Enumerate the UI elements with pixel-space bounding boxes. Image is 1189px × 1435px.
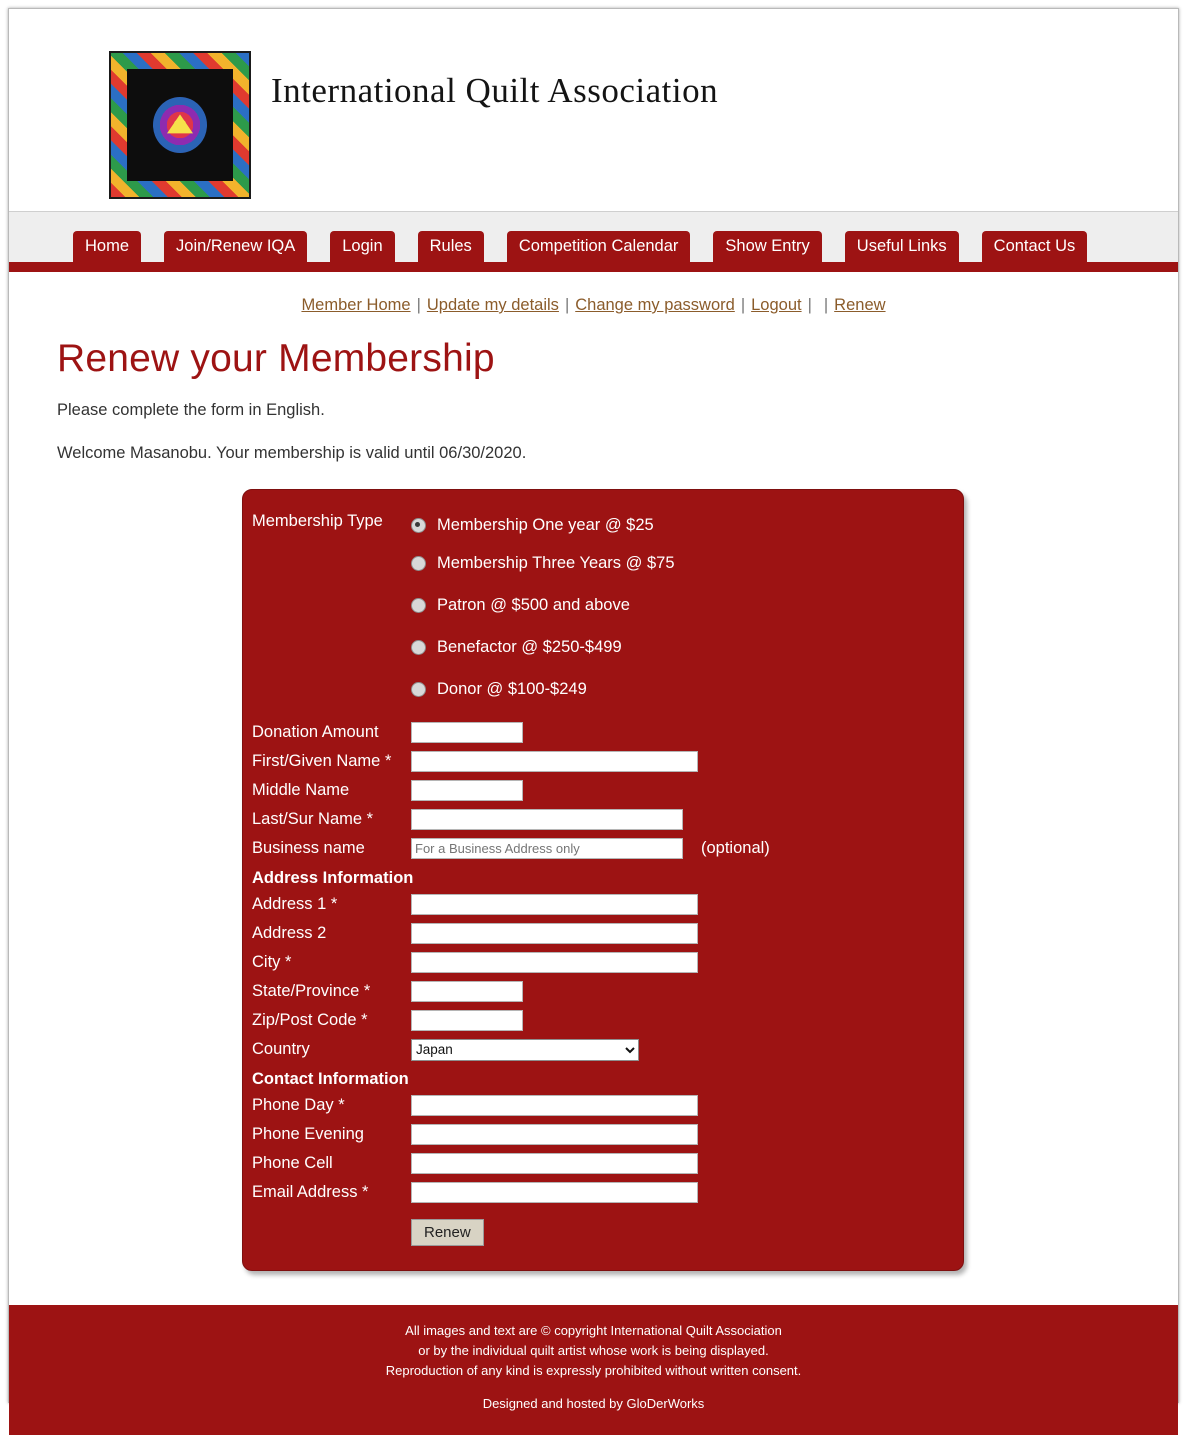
address-section-heading: Address Information bbox=[252, 869, 414, 887]
email-row bbox=[243, 1178, 963, 1207]
donation-amount-row bbox=[243, 718, 963, 747]
member-link-change-password[interactable]: Change my password bbox=[575, 296, 735, 314]
site-header bbox=[9, 9, 1178, 211]
zip-row bbox=[243, 1006, 963, 1035]
footer-copyright-line-3: Reproduction of any kind is expressly prohibited without written consent. bbox=[385, 1363, 802, 1379]
business-name-label: Business name bbox=[252, 839, 365, 857]
intro-text-2: Welcome Masanobu. Your membership is valid until 06/30/2020. bbox=[57, 444, 527, 462]
radio-icon-patron[interactable] bbox=[411, 598, 426, 613]
phone-day-label: Phone Day * bbox=[252, 1096, 345, 1114]
phone-cell-row bbox=[243, 1149, 963, 1178]
city-input[interactable] bbox=[411, 952, 698, 973]
address1-label: Address 1 * bbox=[252, 895, 338, 913]
nav-item-contact-us[interactable]: Contact Us bbox=[982, 231, 1088, 262]
first-name-row bbox=[243, 747, 963, 776]
donation-amount-input[interactable] bbox=[411, 722, 523, 743]
contact-section-heading: Contact Information bbox=[252, 1070, 409, 1088]
logo-circle bbox=[153, 97, 207, 153]
phone-evening-row bbox=[243, 1120, 963, 1149]
membership-option-label: Membership Three Years @ $75 bbox=[437, 553, 675, 572]
radio-icon-three-years[interactable] bbox=[411, 556, 426, 571]
address2-input[interactable] bbox=[411, 923, 698, 944]
member-link-separator-1: | bbox=[416, 296, 421, 314]
country-row bbox=[243, 1035, 963, 1064]
membership-option-label: Patron @ $500 and above bbox=[437, 595, 630, 614]
business-name-optional-note: (optional) bbox=[701, 839, 770, 857]
business-name-row bbox=[243, 834, 963, 863]
state-row bbox=[243, 977, 963, 1006]
main-navigation bbox=[9, 211, 1178, 262]
member-link-separator-4: | bbox=[807, 296, 812, 314]
main-content bbox=[9, 337, 1178, 1271]
zip-label: Zip/Post Code * bbox=[252, 1011, 368, 1029]
nav-item-competition-calendar[interactable]: Competition Calendar bbox=[507, 231, 691, 262]
renew-membership-form bbox=[242, 489, 964, 1271]
browser-page bbox=[8, 8, 1179, 1412]
footer-credit: Designed and hosted by GloDerWorks bbox=[482, 1396, 705, 1412]
last-name-row bbox=[243, 805, 963, 834]
member-links-bar bbox=[9, 296, 1178, 315]
first-name-input[interactable] bbox=[411, 751, 698, 772]
member-link-logout[interactable]: Logout bbox=[751, 296, 802, 314]
membership-option-benefactor[interactable] bbox=[243, 626, 963, 668]
zip-input[interactable] bbox=[411, 1010, 523, 1031]
business-name-input[interactable] bbox=[411, 838, 683, 859]
logo-star bbox=[167, 114, 193, 133]
state-label: State/Province * bbox=[252, 982, 371, 1000]
address1-input[interactable] bbox=[411, 894, 698, 915]
membership-option-three-years[interactable] bbox=[243, 542, 963, 584]
address1-row bbox=[243, 890, 963, 919]
membership-option-donor[interactable] bbox=[243, 668, 963, 710]
member-link-update-details[interactable]: Update my details bbox=[426, 296, 559, 314]
nav-item-useful-links[interactable]: Useful Links bbox=[845, 231, 959, 262]
country-label: Country bbox=[252, 1040, 310, 1058]
member-link-separator-3: | bbox=[740, 296, 746, 314]
phone-cell-input[interactable] bbox=[411, 1153, 698, 1174]
email-label: Email Address * bbox=[252, 1183, 369, 1201]
nav-underline bbox=[9, 262, 1178, 272]
phone-day-row bbox=[243, 1091, 963, 1120]
footer-copyright-line-2: or by the individual quilt artist whose work is being displayed. bbox=[418, 1343, 769, 1359]
nav-item-show-entry[interactable]: Show Entry bbox=[713, 231, 821, 262]
member-link-member-home[interactable]: Member Home bbox=[301, 296, 411, 314]
nav-item-login[interactable]: Login bbox=[330, 231, 394, 262]
first-name-label: First/Given Name * bbox=[252, 752, 392, 770]
state-input[interactable] bbox=[411, 981, 523, 1002]
member-link-renew[interactable]: Renew bbox=[834, 296, 886, 314]
membership-option-label: Donor @ $100-$249 bbox=[437, 679, 587, 698]
email-input[interactable] bbox=[411, 1182, 698, 1203]
middle-name-input[interactable] bbox=[411, 780, 523, 801]
page-title: Renew your Membership bbox=[57, 337, 495, 380]
logo-inner-frame bbox=[127, 69, 233, 181]
middle-name-label: Middle Name bbox=[252, 781, 350, 799]
nav-item-home[interactable]: Home bbox=[73, 231, 141, 262]
last-name-label: Last/Sur Name * bbox=[252, 810, 374, 828]
radio-icon-one-year[interactable] bbox=[411, 518, 426, 533]
membership-type-options bbox=[243, 508, 963, 710]
address2-row bbox=[243, 919, 963, 948]
membership-type-label: Membership Type bbox=[252, 512, 383, 530]
phone-day-input[interactable] bbox=[411, 1095, 698, 1116]
city-row bbox=[243, 948, 963, 977]
membership-option-label: Benefactor @ $250-$499 bbox=[437, 637, 622, 656]
membership-option-label: Membership One year @ $25 bbox=[437, 515, 654, 534]
phone-evening-label: Phone Evening bbox=[252, 1125, 364, 1143]
country-select[interactable] bbox=[411, 1039, 639, 1061]
city-label: City * bbox=[252, 953, 292, 971]
address2-label: Address 2 bbox=[252, 924, 327, 942]
submit-row bbox=[243, 1219, 963, 1246]
nav-item-join-renew[interactable]: Join/Renew IQA bbox=[164, 231, 307, 262]
footer-copyright-line-1: All images and text are © copyright International Quilt Association bbox=[405, 1323, 782, 1338]
middle-name-row bbox=[243, 776, 963, 805]
renew-submit-button[interactable]: Renew bbox=[411, 1219, 484, 1246]
donation-amount-label: Donation Amount bbox=[252, 723, 379, 741]
member-link-separator-2: | bbox=[564, 296, 570, 314]
membership-option-patron[interactable] bbox=[243, 584, 963, 626]
radio-icon-benefactor[interactable] bbox=[411, 640, 426, 655]
phone-evening-input[interactable] bbox=[411, 1124, 698, 1145]
site-footer bbox=[9, 1305, 1178, 1435]
intro-text-1: Please complete the form in English. bbox=[57, 401, 325, 419]
last-name-input[interactable] bbox=[411, 809, 683, 830]
radio-icon-donor[interactable] bbox=[411, 682, 426, 697]
nav-item-rules[interactable]: Rules bbox=[418, 231, 484, 262]
site-title: International Quilt Association bbox=[271, 71, 719, 110]
quilt-logo-icon bbox=[109, 51, 251, 199]
nav-tabs bbox=[73, 231, 1087, 262]
phone-cell-label: Phone Cell bbox=[252, 1154, 333, 1172]
member-link-separator-5: | bbox=[823, 296, 829, 314]
